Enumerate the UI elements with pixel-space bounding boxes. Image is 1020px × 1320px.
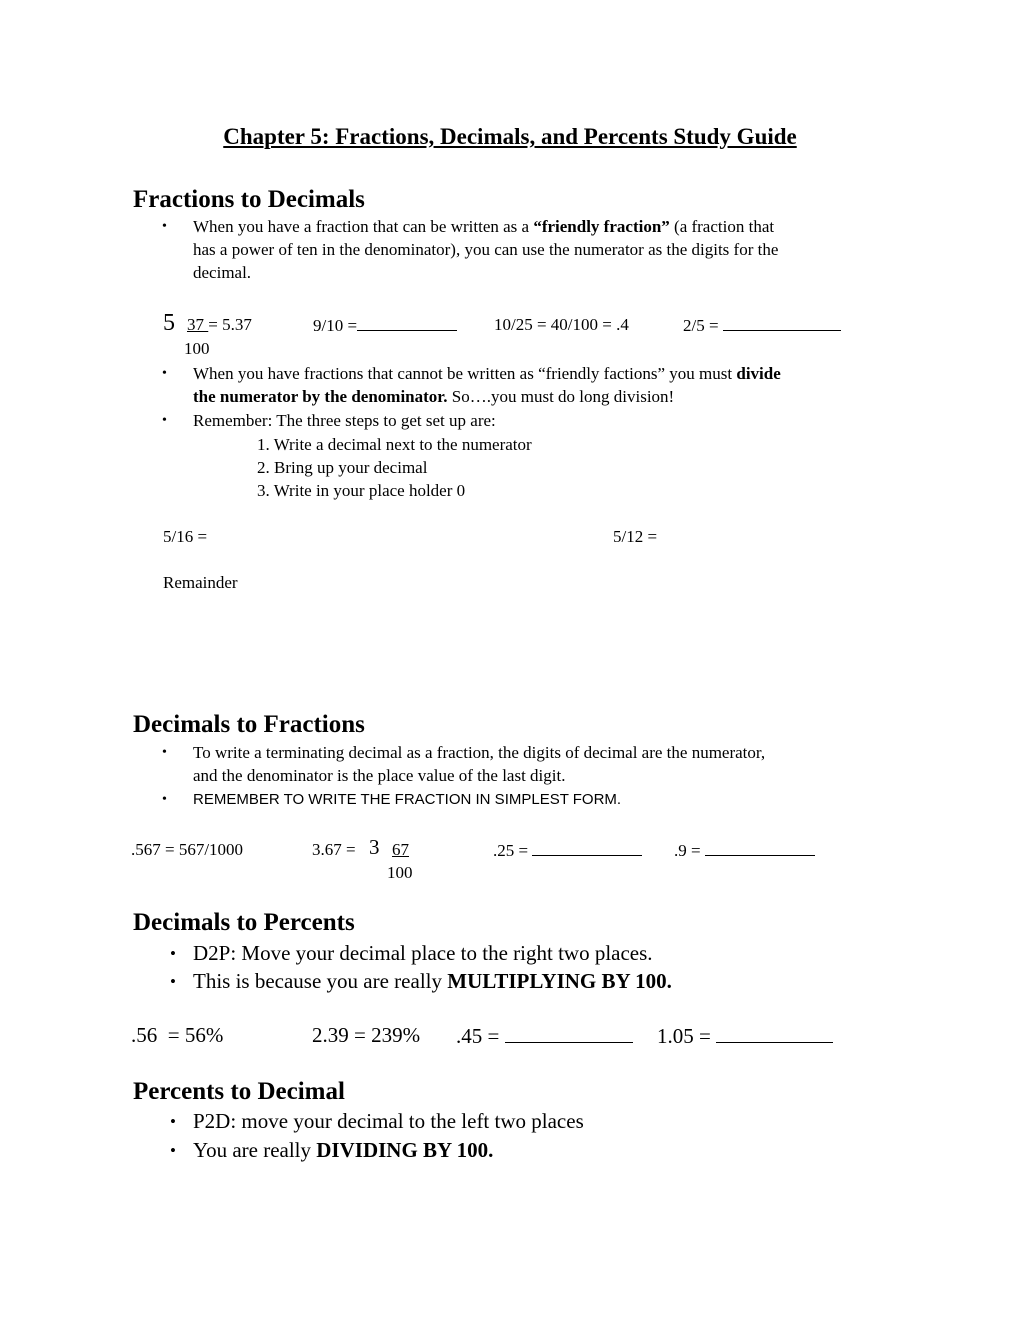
- bullet-icon: •: [162, 792, 167, 807]
- f2d-bullet2-line2: the numerator by the denominator. So….you must do long division!: [193, 387, 675, 406]
- bullet-icon: •: [162, 366, 167, 381]
- d2f-example2-den: 100: [387, 863, 413, 882]
- bullet-icon: •: [170, 944, 176, 963]
- d2p-example2: 2.39 = 239%: [312, 1023, 421, 1047]
- d2f-example1: .567 = 567/1000: [131, 840, 244, 859]
- f2d-example4: 2/5 =: [683, 316, 841, 334]
- f2d-example3: 10/25 = 40/100 = .4: [494, 315, 629, 334]
- d2f-bullet2: REMEMBER TO WRITE THE FRACTION IN SIMPLEST FORM.: [193, 791, 622, 808]
- d2f-example4: .9 =: [674, 841, 815, 859]
- heading-percents-to-decimal: Percents to Decimal: [133, 1078, 345, 1105]
- remainder-label: Remainder: [163, 573, 238, 592]
- d2f-bullet1: To write a terminating decimal as a fraction, the digits of decimal are the numerator,: [193, 743, 766, 762]
- d2f-example2-whole: 3: [369, 835, 380, 859]
- f2d-example-den: 100: [184, 339, 210, 358]
- d2p-example3: .45 =: [456, 1025, 633, 1047]
- bullet-icon: •: [162, 219, 167, 234]
- f2d-bullet3: Remember: The three steps to get set up are:: [193, 411, 496, 430]
- f2d-example1: 37 = 5.37: [187, 315, 252, 334]
- problem-5-12: 5/12 =: [613, 527, 658, 546]
- d2f-example2: 3.67 =: [312, 840, 360, 859]
- heading-decimals-to-percents: Decimals to Percents: [133, 909, 355, 936]
- bullet-icon: •: [162, 413, 167, 428]
- bullet-icon: •: [170, 972, 176, 991]
- heading-fractions-to-decimals: Fractions to Decimals: [133, 186, 365, 213]
- step-item: 3. Write in your place holder 0: [257, 481, 466, 500]
- d2f-example2-num: 67: [392, 840, 409, 859]
- bullet-icon: •: [170, 1141, 176, 1160]
- f2d-bullet2: When you have fractions that cannot be written as “friendly factions” you must divide: [193, 364, 781, 383]
- step-item: 1. Write a decimal next to the numerator: [257, 435, 532, 454]
- f2d-example2: 9/10 =: [313, 316, 457, 334]
- bullet-icon: •: [162, 745, 167, 760]
- d2f-example3: .25 =: [493, 841, 642, 859]
- d2f-bullet1-line2: and the denominator is the place value of the last digit.: [193, 766, 566, 785]
- heading-decimals-to-fractions: Decimals to Fractions: [133, 711, 365, 738]
- d2p-bullet2: This is because you are really MULTIPLYING BY 100.: [193, 969, 672, 993]
- bullet-icon: •: [170, 1112, 176, 1131]
- p2d-bullet2: You are really DIVIDING BY 100.: [193, 1138, 494, 1162]
- f2d-example-whole: 5: [163, 310, 175, 336]
- d2p-bullet1: D2P: Move your decimal place to the right two places.: [193, 941, 653, 965]
- page-title: Chapter 5: Fractions, Decimals, and Percents Study Guide: [223, 124, 797, 149]
- problem-5-16: 5/16 =: [163, 527, 208, 546]
- f2d-bullet1: When you have a fraction that can be written as a “friendly fraction” (a fraction that: [193, 217, 775, 236]
- p2d-bullet1: P2D: move your decimal to the left two places: [193, 1109, 584, 1133]
- d2p-example1: .56 = 56%: [131, 1023, 224, 1047]
- f2d-bullet1-line2: has a power of ten in the denominator), you can use the numerator as the digits for the: [193, 240, 779, 259]
- d2p-example4: 1.05 =: [657, 1025, 833, 1047]
- f2d-bullet1-line3: decimal.: [193, 263, 252, 282]
- step-item: 2. Bring up your decimal: [257, 458, 428, 477]
